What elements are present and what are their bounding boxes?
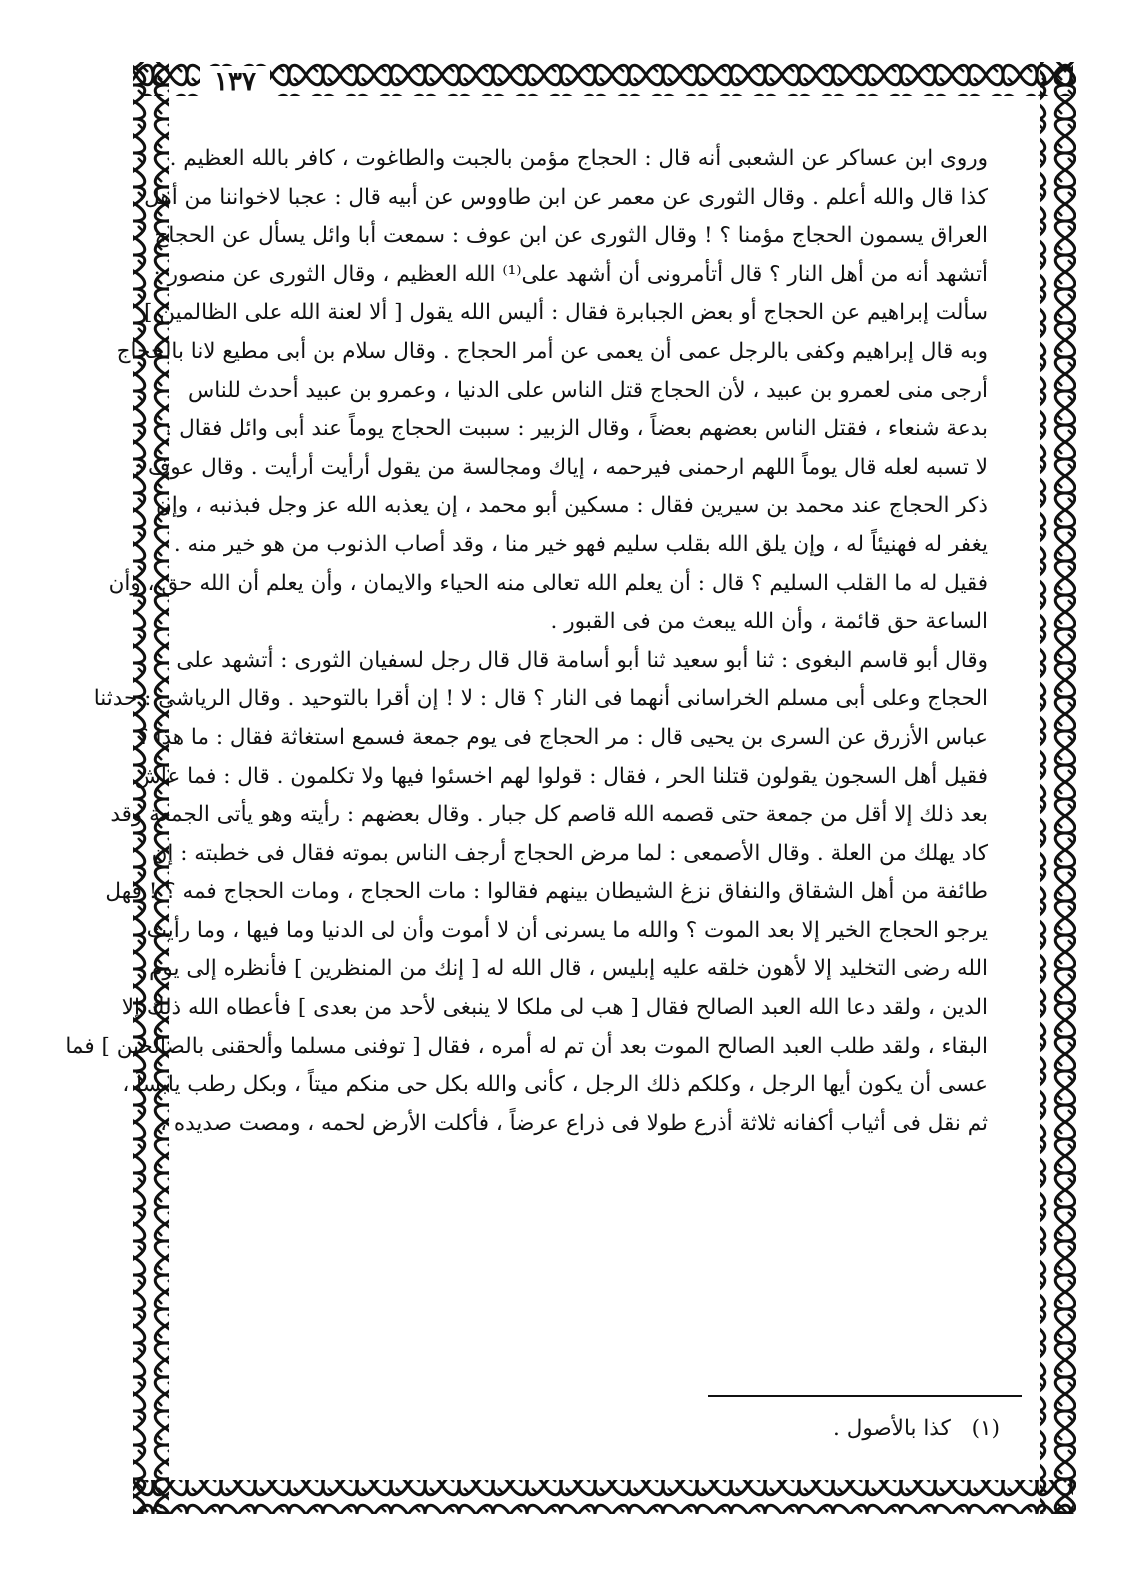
text-line: الدين ، ولقد دعا الله العبد الصالح فقال [ هب لى ملكا لا ينبغى لأحد من بعدى ] فأعطاه الله ذلك إلا	[121, 995, 988, 1021]
text-line: سألت إبراهيم عن الحجاج أو بعض الجبابرة فقال : أليس الله يقول [ ألا لعنة الله على الظالمين ]	[144, 300, 988, 326]
text-line: ذكر الحجاج عند محمد بن سيرين فقال : مسكين أبو محمد ، إن يعذبه الله عز وجل فبذنبه ، وإن	[156, 493, 988, 519]
text-line: أتشهد أنه من أهل النار ؟ قال أتأمرونى أن أشهد على⁽¹⁾ الله العظيم ، وقال الثورى عن منصور :	[153, 261, 988, 287]
text-line: أرجى منى لعمرو بن عبيد ، لأن الحجاج قتل الناس على الدنيا ، وعمرو بن عبيد أحدث للناس	[188, 377, 988, 403]
page-number: ١٣٧	[200, 66, 270, 98]
text-line: يرجو الحجاج الخير إلا بعد الموت ؟ والله ما يسرنى أن لا أموت وأن لى الدنيا وما فيها ، وما رأيت	[146, 917, 988, 943]
border-top	[133, 62, 1073, 96]
border-right	[1040, 62, 1076, 1514]
text-line: الساعة حق قائمة ، وأن الله يبعث من فى القبور .	[550, 609, 988, 635]
text-line: بعد ذلك إلا أقل من جمعة حتى قصمه الله قاصم كل جبار . وقال بعضهم : رأيته وهو يأتى الجمعة وقد	[110, 802, 988, 828]
text-line: يغفر له فهنيئاً له ، وإن يلق الله بقلب سليم فهو خير منا ، وقد أصاب الذنوب من هو خير منه .	[173, 531, 988, 557]
paragraph-1	[108, 140, 1022, 642]
body-text	[65, 140, 1022, 1143]
text-line: لا تسبه لعله قال يوماً اللهم ارحمنى فيرحمه ، إياك ومجالسة من يقول أرأيت أرأيت . وقال عوف :	[133, 454, 988, 480]
text-line: كذا قال والله أعلم . وقال الثورى عن معمر عن ابن طاووس عن أبيه قال : عجبا لاخواننا من أهل	[144, 184, 988, 210]
border-bottom	[133, 1480, 1073, 1514]
text-line: الله رضى التخليد إلا لأهون خلقه عليه إبليس ، قال الله له [ إنك من المنظرين ] فأنظره إلى يوم	[149, 956, 988, 982]
text-line: فقيل له ما القلب السليم ؟ قال : أن يعلم الله تعالى منه الحياء والايمان ، وأن يعلم أن الله حق ، وأن	[108, 570, 988, 596]
text-line: العراق يسمون الحجاج مؤمنا ؟ ! وقال الثورى عن ابن عوف : سمعت أبا وائل يسأل عن الحجاج	[154, 223, 988, 249]
text-line: ثم نقل فى أثياب أكفانه ثلاثة أذرع طولا فى ذراع عرضاً ، فأكلت الأرض لحمه ، ومصت صديده ،	[160, 1110, 988, 1136]
text-line: عسى أن يكون أيها الرجل ، وكلكم ذلك الرجل ، كأنى والله بكل حى منكم ميتاً ، وبكل رطب يابساً ،	[122, 1072, 988, 1098]
footnote	[700, 1410, 1000, 1448]
text-line: فقيل أهل السجون يقولون قتلنا الحر ، فقال : قولوا لهم اخسئوا فيها ولا تكلمون . قال : فما عاش	[134, 763, 988, 789]
text-line: عباس الأزرق عن السرى بن يحيى قال : مر الحجاج فى يوم جمعة فسمع استغاثة فقال : ما هذا ؟	[137, 724, 988, 750]
text-line: طائفة من أهل الشقاق والنفاق نزغ الشيطان بينهم فقالوا : مات الحجاج ، ومات الحجاج فمه ؟ ! فهل	[105, 879, 988, 905]
footnote-text: كذا بالأصول .	[833, 1416, 951, 1441]
text-line: البقاء ، ولقد طلب العبد الصالح الموت بعد أن تم له أمره ، فقال [ توفنى مسلما وألحقنى بالصالحين ] فما	[65, 1033, 988, 1059]
footnote-divider	[708, 1395, 1022, 1397]
text-line: وقال أبو قاسم البغوى : ثنا أبو سعيد ثنا أبو أسامة قال قال رجل لسفيان الثورى : أتشهد على	[176, 647, 988, 673]
text-line: وروى ابن عساكر عن الشعبى أنه قال : الحجاج مؤمن بالجبت والطاغوت ، كافر بالله العظيم .	[169, 146, 988, 171]
paragraph-2	[65, 642, 1022, 1144]
text-line: وبه قال إبراهيم وكفى بالرجل عمى أن يعمى عن أمر الحجاج . وقال سلام بن أبى مطيع لانا بالحجاج	[116, 338, 988, 364]
text-line: كاد يهلك من العلة . وقال الأصمعى : لما مرض الحجاج أرجف الناس بموته فقال فى خطبته : إن	[151, 840, 988, 866]
footnote-marker: (١)	[971, 1416, 1000, 1441]
text-line: الحجاج وعلى أبى مسلم الخراسانى أنهما فى النار ؟ قال : لا ! إن أقرا بالتوحيد . وقال الرياشى : حدثنا	[93, 686, 988, 712]
text-line: بدعة شنعاء ، فقتل الناس بعضهم بعضاً ، وقال الزبير : سببت الحجاج يوماً عند أبى وائل فقال :	[165, 416, 988, 442]
